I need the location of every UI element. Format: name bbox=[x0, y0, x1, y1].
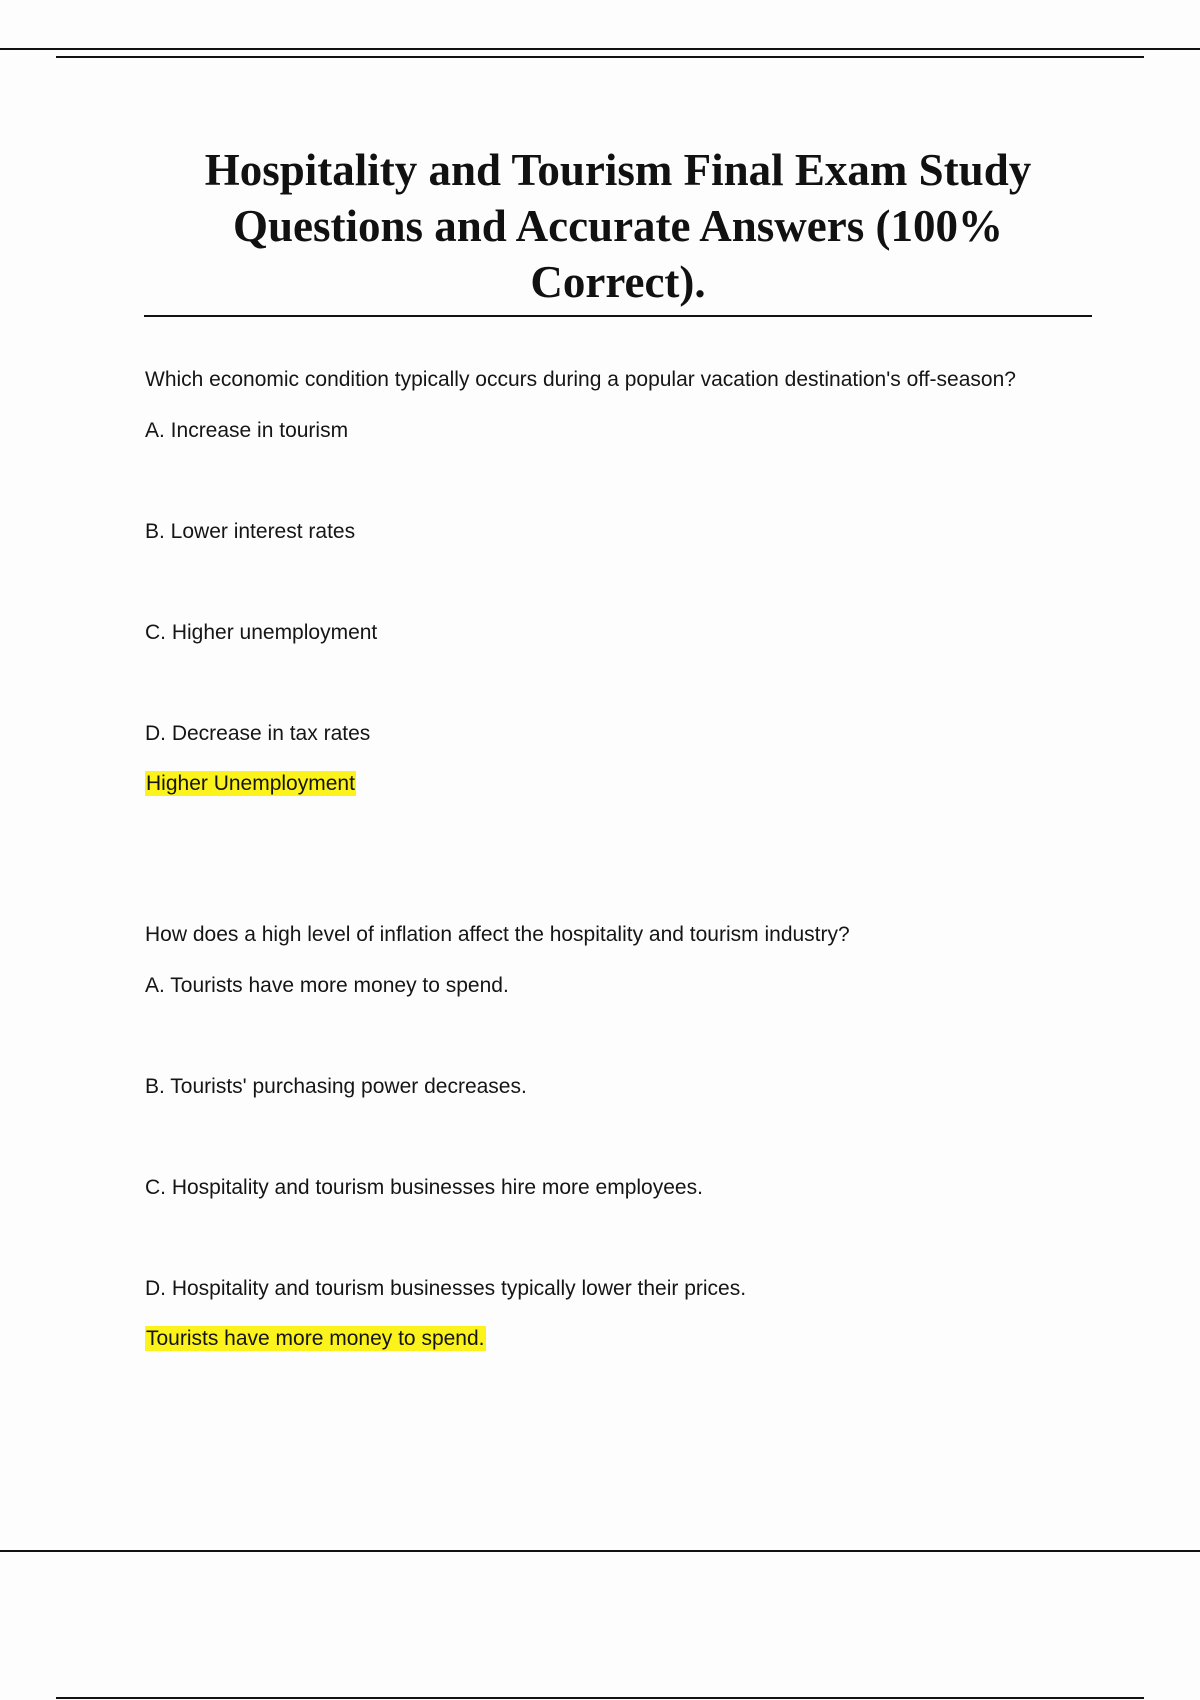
document-title bbox=[144, 142, 1092, 310]
title-line-2: Questions and Accurate Answers (100% bbox=[232, 201, 1003, 251]
question-1-option-a: A. Increase in tourism bbox=[145, 419, 349, 442]
question-2-answer-line bbox=[145, 1326, 486, 1352]
question-2-option-d: D. Hospitality and tourism businesses typically lower their prices. bbox=[145, 1277, 747, 1300]
question-2-option-c: C. Hospitality and tourism businesses hire more employees. bbox=[145, 1176, 703, 1199]
question-2-option-b: B. Tourists' purchasing power decreases. bbox=[145, 1075, 527, 1098]
question-1-text: Which economic condition typically occurs during a popular vacation destination's off-season? bbox=[145, 368, 1016, 391]
question-1-option-d: D. Decrease in tax rates bbox=[145, 722, 371, 745]
bottom-inner-rule bbox=[56, 1697, 1144, 1699]
question-1-answer: Higher Unemployment bbox=[146, 772, 355, 795]
top-border-rule bbox=[0, 48, 1200, 50]
title-line-3: Correct). bbox=[530, 257, 706, 307]
question-1-option-b: B. Lower interest rates bbox=[145, 520, 356, 543]
question-1-option-c: C. Higher unemployment bbox=[145, 621, 378, 644]
title-underline bbox=[144, 315, 1092, 317]
bottom-border-rule bbox=[0, 1550, 1200, 1552]
question-2-answer: Tourists have more money to spend. bbox=[146, 1327, 485, 1350]
question-1-answer-line bbox=[145, 771, 356, 797]
question-2-text: How does a high level of inflation affect the hospitality and tourism industry? bbox=[145, 923, 850, 946]
title-line-1: Hospitality and Tourism Final Exam Study bbox=[204, 145, 1032, 195]
top-inner-rule bbox=[56, 56, 1144, 58]
question-2-option-a: A. Tourists have more money to spend. bbox=[145, 974, 509, 997]
